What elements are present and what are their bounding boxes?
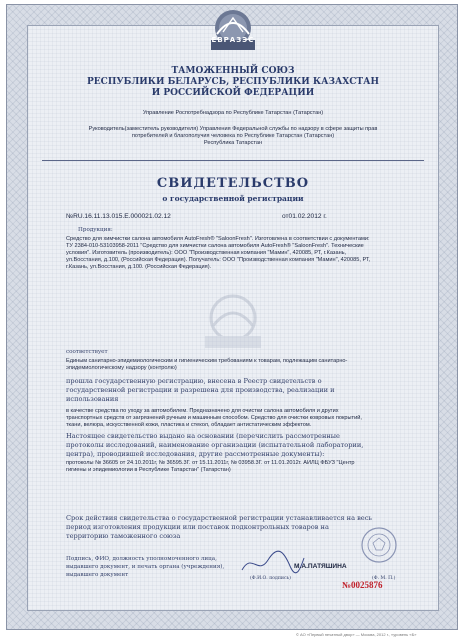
- registration-line-1: прошла государственную регистрацию, внесена в Реестр свидетельств о: [66, 377, 322, 385]
- conformity-label: соответствует: [66, 349, 108, 355]
- basis-line-1: Настоящее свидетельство выдано на основании (перечислить рассмотренные: [66, 432, 340, 440]
- signer-name-caption: (Ф.И.О. подпись): [250, 576, 291, 581]
- certificate-title: СВИДЕТЕЛЬСТВО: [156, 176, 310, 191]
- production-line-5: г.Казань, ул.Восстания, д.100. (Российская Федерация).: [66, 264, 212, 270]
- registration-line-2: государственной регистрации и разрешена для производства, реализации и: [66, 386, 335, 394]
- signature-caption-2: выдавшего документ, и печать органа (учреждения),: [66, 564, 225, 570]
- certificate-number: №RU.16.11.13.015.E.000021.02.12: [66, 213, 171, 220]
- basis-line-2: протоколы исследований, наименование организации (испытательной лаборатории,: [66, 441, 364, 449]
- basis-line-3: центра), проводившей исследования, другие рассмотренные документы):: [66, 450, 325, 458]
- validity-line-3: территорию таможенного союза: [66, 532, 181, 540]
- conformity-line-2: эпидемиологическому надзору (контролю): [66, 365, 177, 371]
- head-line-2: потребителей и благополучия человека по Республике Татарстан (Татарстан): [131, 133, 335, 139]
- printer-footer: © АО «Первый печатный двор» — Москва, 2012 г., «уровень «Б»: [296, 632, 417, 637]
- head-line-3: Республика Татарстан: [203, 140, 263, 146]
- header-line-3: И РОССИЙСКОЙ ФЕДЕРАЦИИ: [151, 88, 315, 98]
- usage-line-3: ткани, велюра, искусственной кожи, пластика и стекол, обладает антистатическим эффектом.: [66, 422, 312, 428]
- certificate-subtitle: о государственной регистрации: [162, 194, 304, 203]
- production-line-3: условия". Изготовитель (производитель): ООО "Производственная компания "Мамин", 420085, РТ, г.Казань,: [66, 250, 347, 256]
- head-line-1: Руководитель(заместитель руководителя) Управления Федеральной службы по надзору в сфере защиты прав: [88, 126, 378, 132]
- certificate-date: от01.02.2012 г.: [282, 213, 327, 220]
- basis-line-4: протоколы № 36605 от 24.10.2011г, № 36595.3Г. от 15.11.2011г, № 03958.3Г. от 11.01.2012г. АИЛЦ ФБУЗ "Центр: [66, 460, 355, 466]
- registration-line-3: использования: [66, 395, 119, 403]
- serial-number: №0025876: [342, 580, 383, 590]
- header-line-2: РЕСПУБЛИКИ БЕЛАРУСЬ, РЕСПУБЛИКИ КАЗАХСТАН: [87, 77, 379, 87]
- authority: Управление Роспотребнадзора по Республике Татарстан (Татарстан): [142, 110, 324, 116]
- round-seal-icon: [360, 526, 398, 564]
- emblem-label: ЕВРАЗЭС: [211, 36, 255, 44]
- validity-line-1: Срок действия свидетельства о государственной регистрации устанавливается на весь: [66, 514, 372, 522]
- signature-caption-1: Подпись, ФИО, должность уполномоченного лица,: [66, 556, 217, 562]
- conformity-line-1: Единым санитарно-эпидемиологическим и гигиеническим требованиям к товарам, подлежащим санитарно-: [66, 358, 348, 364]
- signer-name: М.А.ПАТЯШИНА: [294, 563, 347, 570]
- eurasec-emblem-icon: [203, 8, 263, 54]
- production-line-2: ТУ 2384-010-53103958-2011 "Средство для химчистки салона автомобиля AutoFresh® "SaloonFresh". Технические: [66, 243, 364, 249]
- seal-caption: (Ф. М. П.): [372, 576, 396, 581]
- usage-line-1: в качестве средства по уходу за автомобилем. Предназначено для очистки салона автомобиля и других: [66, 408, 339, 414]
- basis-line-5: гигиены и эпидемиологии в Республике Татарстан" (Татарстан): [66, 467, 231, 473]
- validity-line-2: период изготовления продукции или поставок подконтрольных товаров на: [66, 523, 329, 531]
- production-line-1: Средство для химчистки салона автомобиля AutoFresh® "SaloonFresh". Изготовлена в соответствии с документами:: [66, 236, 370, 242]
- production-label: Продукция:: [78, 227, 113, 233]
- watermark-emblem-icon: [193, 292, 273, 352]
- header-line-1: ТАМОЖЕННЫЙ СОЮЗ: [171, 66, 295, 76]
- signature-caption-3: выдавшего документ: [66, 572, 129, 578]
- production-line-4: ул.Восстания, д.100, (Российская Федерация). Получатель: ООО "Производственная компания "Мамин", 420085, РТ,: [66, 257, 371, 263]
- divider: [42, 160, 424, 161]
- usage-line-2: транспортных средств от загрязнений ручным и машинным способом. Средство для очистки ковровых покрытий,: [66, 415, 362, 421]
